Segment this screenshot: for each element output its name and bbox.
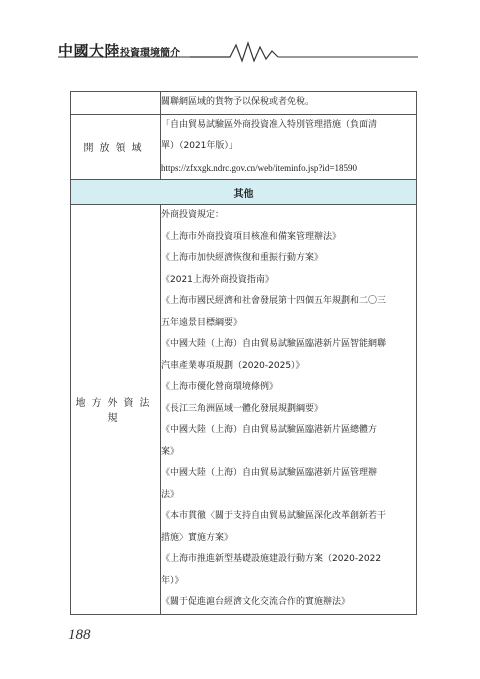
local-regs-line: 汽車產業專項規劃（2020-2025）》 xyxy=(161,360,305,371)
heartbeat-line-icon xyxy=(58,38,418,64)
continued-text: 關聯網區域的貨物予以保稅或者免稅。 xyxy=(161,97,315,107)
local-regs-line: 《中國大陸（上海）自由貿易試驗區臨港新片區智能網聯 xyxy=(161,339,387,349)
local-regs-line: 《關于促進滬台經濟文化交流合作的實施辦法》 xyxy=(161,597,351,607)
open-field-line: 「自由貿易試驗區外商投資准入特別管理措施（負面清 xyxy=(161,119,378,130)
page-number: 188 xyxy=(68,627,91,643)
continued-text-cell xyxy=(161,92,417,115)
local-regs-line: 《2021上海外商投資指南》 xyxy=(161,274,274,285)
running-header xyxy=(58,38,418,64)
local-regs-line: 案》 xyxy=(161,446,180,457)
local-regs-line: 《本市貫徹〈關于支持自由貿易試驗區深化改革創新若干 xyxy=(161,511,387,521)
local-regs-line: 《中國大陸（上海）自由貿易試驗區臨港新片區總體方 xyxy=(161,425,378,435)
local-regs-line: 法》 xyxy=(161,489,180,500)
local-regs-content xyxy=(161,205,417,615)
local-regs-line: 年）》 xyxy=(161,575,184,586)
open-field-content xyxy=(161,114,417,180)
open-field-label: 開放領域 xyxy=(71,114,161,180)
open-field-line: 單）（2021年版）」 xyxy=(161,141,238,151)
open-field-url: https://zfxxgk.ndrc.gov.cn/web/iteminfo.jsp?id=18590 xyxy=(161,162,357,173)
local-regs-line: 五年遠景目標綱要》 xyxy=(161,317,243,328)
local-regs-line: 《上海市優化營商環境條例》 xyxy=(161,382,279,392)
local-regs-line: 外商投資規定： xyxy=(161,210,225,220)
local-regs-line: 《上海市推進新型基礎設施建設行動方案（2020-2022 xyxy=(161,554,382,564)
local-regs-label: 地方外資法規 xyxy=(71,205,161,615)
info-table xyxy=(70,91,417,615)
local-regs-line: 《上海市國民經濟和社會發展第十四個五年規劃和二〇三 xyxy=(161,296,387,306)
header-title-sub: 投資環境簡介 xyxy=(120,48,181,59)
section-other-header: 其他 xyxy=(71,180,417,205)
table-row-continued xyxy=(71,92,417,115)
local-regs-line: 《上海市加快經濟恢復和重振行動方案》 xyxy=(161,253,324,263)
local-regs-line: 《中國大陸（上海）自由貿易試驗區臨港新片區管理辦 xyxy=(161,468,378,478)
table-row-local-regs xyxy=(71,205,417,615)
local-regs-line: 《長江三角洲區域一體化發展規劃綱要》 xyxy=(161,403,324,414)
local-regs-line: 《上海市外商投資項目核准和備案管理辦法》 xyxy=(161,231,342,242)
table-row-section-other xyxy=(71,180,417,205)
empty-label-cell xyxy=(71,92,161,115)
table-row-open-field xyxy=(71,114,417,180)
local-regs-line: 措施〉實施方案》 xyxy=(161,532,234,543)
header-title-main: 中國大陸 xyxy=(58,42,121,60)
